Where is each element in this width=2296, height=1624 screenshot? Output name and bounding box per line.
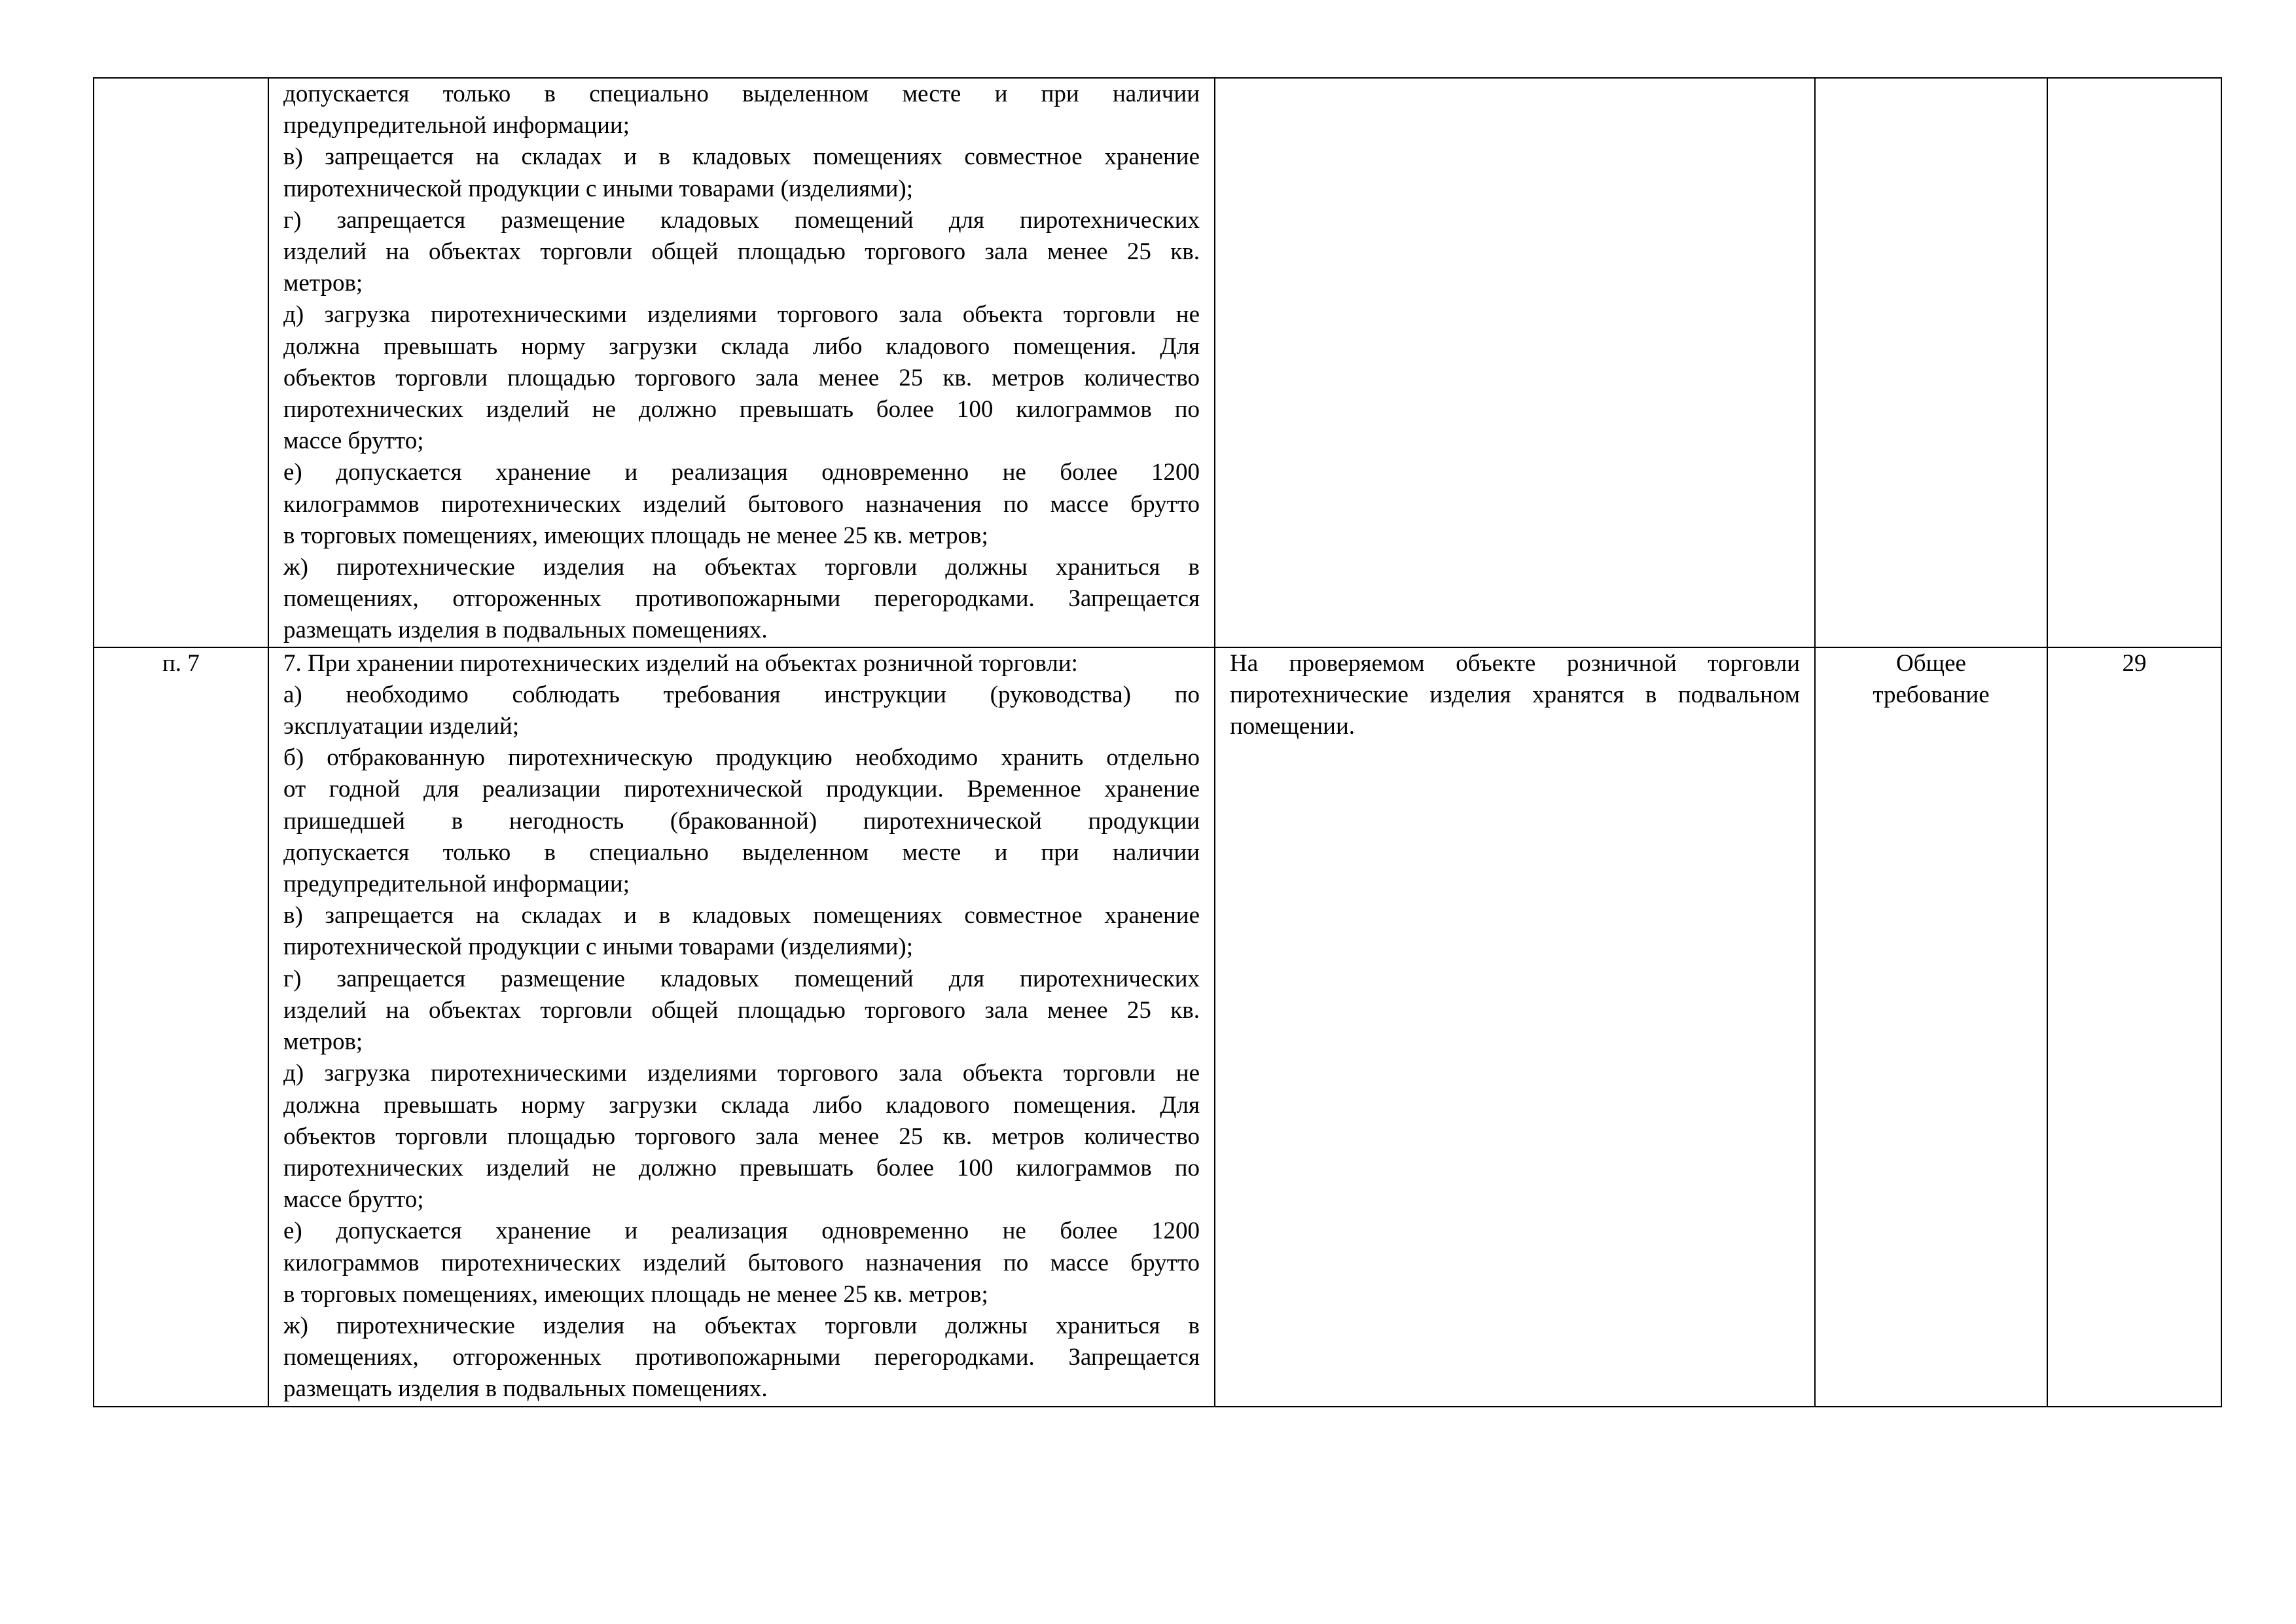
- text-line: г) запрещается размещение кладовых помещений для пиротехнических: [283, 965, 1200, 992]
- text-line: помещениях, отгороженных противопожарными перегородками. Запрещается: [283, 585, 1200, 613]
- text-line: размещать изделия в подвальных помещениях.: [283, 617, 768, 644]
- text-line: а) необходимо соблюдать требования инструкции (руководства) по: [283, 681, 1200, 708]
- text-line: должна превышать норму загрузки склада либо кладового помещения. Для: [283, 1091, 1200, 1119]
- item-number-cell: 29: [2047, 647, 2221, 1407]
- inspection-result-text: [1230, 648, 1800, 743]
- clause-reference-cell: п. 7: [94, 647, 268, 1407]
- text-line: массе брутто;: [283, 1186, 424, 1214]
- text-line: в) запрещается на складах и в кладовых помещениях совместное хранение: [283, 902, 1200, 929]
- requirements-table: [93, 77, 2222, 1407]
- clause-reference-cell: [94, 78, 268, 647]
- text-line: 7. При хранении пиротехнических изделий на объектах розничной торговли:: [283, 649, 1078, 677]
- text-line: должна превышать норму загрузки склада либо кладового помещения. Для: [283, 333, 1200, 360]
- text-line: изделий на объектах торговли общей площадью торгового зала менее 25 кв.: [283, 238, 1200, 266]
- requirement-type-cell: [1815, 647, 2047, 1407]
- text-line: пиротехнических изделий не должно превышать более 100 килограммов по: [283, 1154, 1200, 1182]
- inspection-result-cell: [1215, 78, 1815, 647]
- text-line: размещать изделия в подвальных помещениях.: [283, 1375, 768, 1403]
- text-line: б) отбракованную пиротехническую продукцию необходимо хранить отдельно: [283, 744, 1200, 772]
- text-line: пиротехнической продукции с иными товарами (изделиями);: [283, 175, 914, 202]
- text-line: метров;: [283, 270, 363, 297]
- text-line: пиротехнических изделий не должно превышать более 100 килограммов по: [283, 396, 1200, 424]
- text-line: килограммов пиротехнических изделий бытового назначения по массе брутто: [283, 490, 1200, 518]
- text-line: в торговых помещениях, имеющих площадь не менее 25 кв. метров;: [283, 1280, 988, 1308]
- text-line: На проверяемом объекте розничной торговли: [1230, 649, 1800, 677]
- text-line: ж) пиротехнические изделия на объектах торговли должны храниться в: [283, 1312, 1200, 1339]
- text-line: требование: [1873, 681, 1990, 708]
- text-line: е) допускается хранение и реализация одновременно не более 1200: [283, 459, 1200, 486]
- text-line: г) запрещается размещение кладовых помещений для пиротехнических: [283, 206, 1200, 234]
- inspection-result-cell: [1215, 647, 1815, 1407]
- item-number-cell: [2047, 78, 2221, 647]
- text-line: массе брутто;: [283, 427, 424, 455]
- text-line: изделий на объектах торговли общей площадью торгового зала менее 25 кв.: [283, 996, 1200, 1024]
- text-line: метров;: [283, 1028, 363, 1056]
- text-line: объектов торговли площадью торгового зала менее 25 кв. метров количество: [283, 364, 1200, 391]
- text-line: д) загрузка пиротехническими изделиями торгового зала объекта торговли не: [283, 1060, 1200, 1087]
- requirement-text-cell: [268, 78, 1215, 647]
- text-line: допускается только в специально выделенном месте и при наличии: [283, 81, 1200, 107]
- text-line: килограммов пиротехнических изделий бытового назначения по массе брутто: [283, 1249, 1200, 1276]
- text-line: допускается только в специально выделенном месте и при наличии: [283, 839, 1200, 866]
- text-line: эксплуатации изделий;: [283, 713, 520, 740]
- text-line: помещении.: [1230, 713, 1355, 740]
- text-line: предупредительной информации;: [283, 871, 630, 898]
- text-line: в торговых помещениях, имеющих площадь не менее 25 кв. метров;: [283, 522, 988, 549]
- text-line: предупредительной информации;: [283, 112, 630, 139]
- table-row: [94, 647, 2221, 1407]
- text-line: помещениях, отгороженных противопожарными перегородками. Запрещается: [283, 1344, 1200, 1371]
- text-line: пиротехнические изделия хранятся в подвальном: [1230, 681, 1800, 708]
- text-line: объектов торговли площадью торгового зала менее 25 кв. метров количество: [283, 1123, 1200, 1150]
- text-line: пришедшей в негодность (бракованной) пиротехнической продукции: [283, 807, 1200, 835]
- text-line: е) допускается хранение и реализация одновременно не более 1200: [283, 1218, 1200, 1245]
- text-line: ж) пиротехнические изделия на объектах торговли должны храниться в: [283, 554, 1200, 581]
- table-row: [94, 78, 2221, 647]
- text-line: д) загрузка пиротехническими изделиями торгового зала объекта торговли не: [283, 301, 1200, 329]
- text-line: пиротехнической продукции с иными товарами (изделиями);: [283, 933, 914, 961]
- requirement-text: [283, 79, 1200, 647]
- text-line: в) запрещается на складах и в кладовых помещениях совместное хранение: [283, 143, 1200, 171]
- text-line: Общее: [1896, 649, 1966, 677]
- requirement-type-cell: [1815, 78, 2047, 647]
- requirement-text: [283, 648, 1200, 1405]
- requirement-type-text: [1830, 648, 2032, 711]
- requirement-text-cell: [268, 647, 1215, 1407]
- text-line: от годной для реализации пиротехнической продукции. Временное хранение: [283, 776, 1200, 803]
